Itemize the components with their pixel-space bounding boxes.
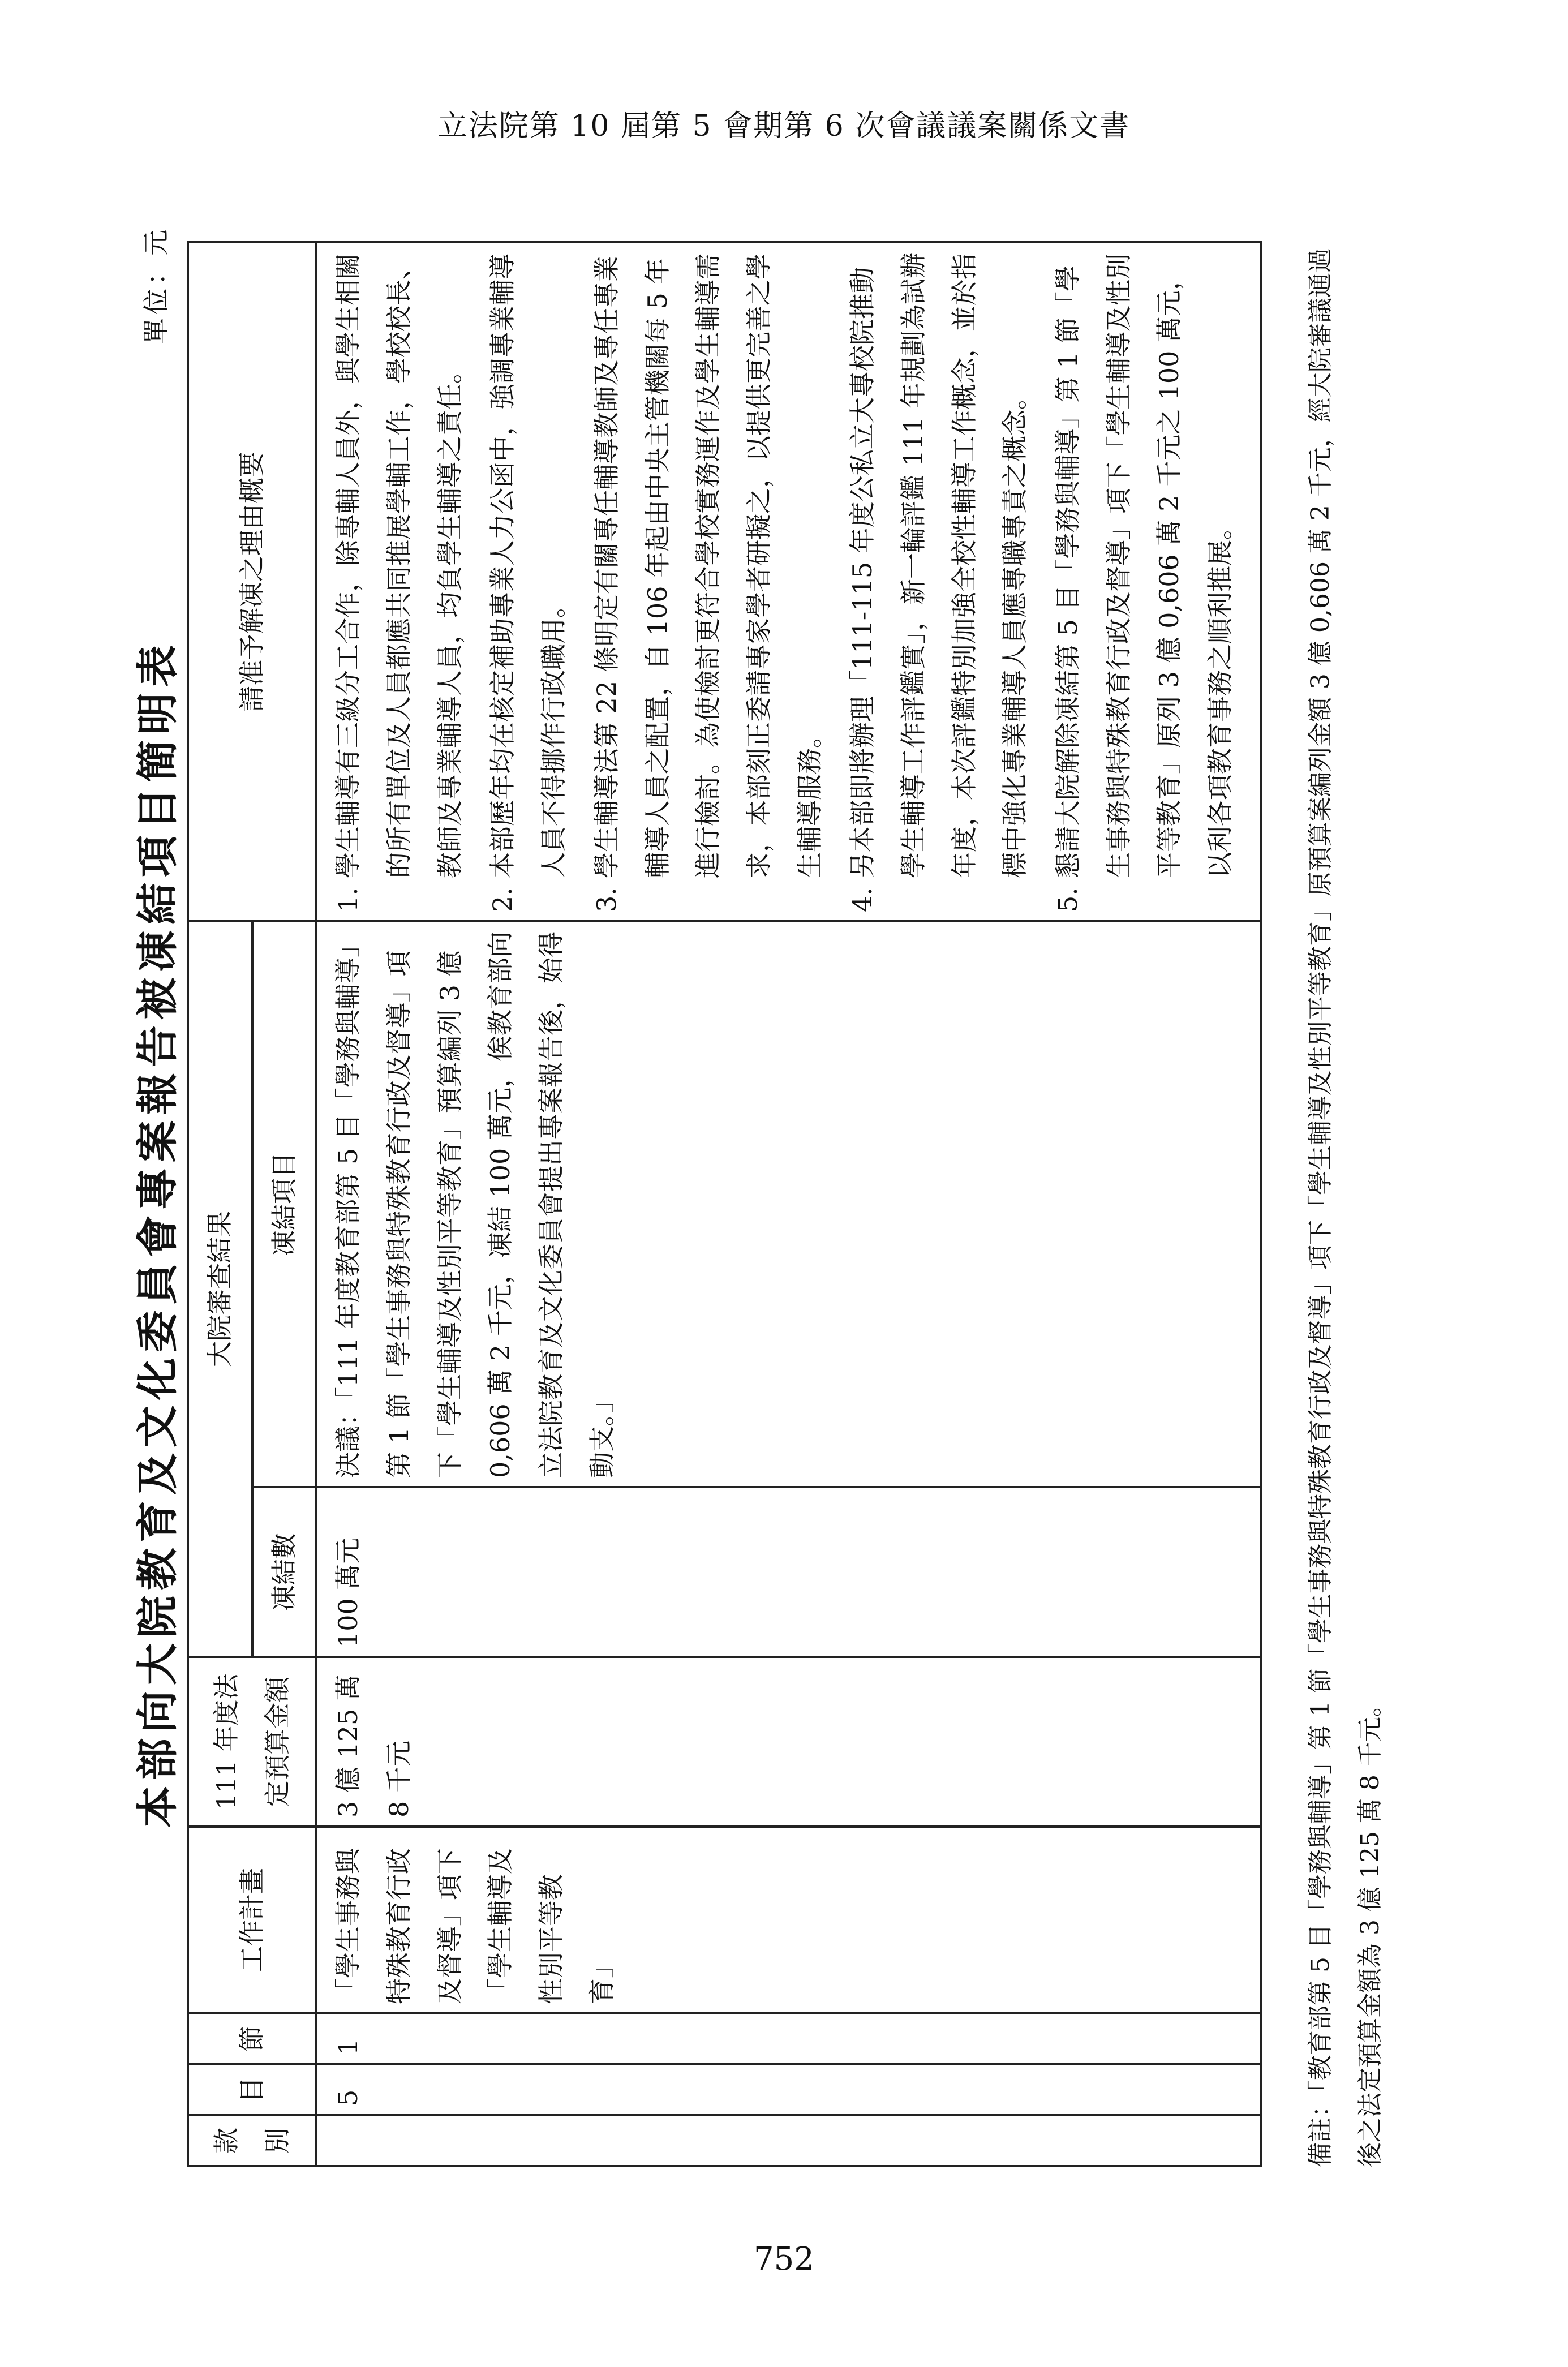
reason-number: 5. xyxy=(1053,887,1083,912)
reason-number: 3. xyxy=(591,887,622,912)
header-frozen-amount: 凍結數 xyxy=(252,1487,317,1657)
cell-reasons xyxy=(316,242,1261,921)
reason-item xyxy=(1043,251,1246,912)
page-number: 752 xyxy=(754,2241,814,2278)
reason-number: 1. xyxy=(333,887,364,912)
header-budget: 111 年度法定預算金額 xyxy=(188,1657,316,1827)
header-kuan: 款別 xyxy=(188,2115,316,2166)
footnote: 備註：「教育部第 5 目「學務與輔導」第 1 節「學生事務與特殊教育行政及督導」項下「學生輔導及性別平等教育」原預算案編列金額 3 億 0,606 萬 2 千元，經大院審議通過後之法定預算金額為 3 億 125 萬 8 千元。 xyxy=(1306,248,1385,2167)
reason-number: 2. xyxy=(487,887,518,912)
reason-item xyxy=(837,251,1041,912)
document-header: 立法院第 10 屆第 5 會期第 6 次會議議案關係文書 xyxy=(437,109,1131,143)
reason-text: 本部歷年均在核定補助專業人力公函中，強調專業輔導人員不得挪作行政職用。 xyxy=(487,254,569,878)
reason-text: 另本部即將辦理「111-115 年度公私立大專校院推動學生輔導工作評鑑實」，新一輪評鑑 111 年規劃為試辦年度，本次評鑑特別加強全校性輔導工作概念，並於指標中強化專業輔導人員應專職專責之概念。 xyxy=(847,252,1030,878)
table-row xyxy=(316,242,1261,2166)
header-reason: 請准予解凍之理由概要 xyxy=(188,242,316,921)
reason-item xyxy=(582,251,835,912)
reason-text: 學生輔導法第 22 條明定有關專任輔導教師及專任專業輔導人員之配置，自 106 年起由中央主管機關每 5 年進行檢討。為使檢討更符合學校實務運作及學生輔導需求，本部刻正委請專家學者研擬之，以提供更完善之學生輔導服務。 xyxy=(591,254,825,878)
cell-plan: 「學生事務與特殊教育行政及督導」項下「學生輔導及性別平等教育」 xyxy=(316,1827,1261,2013)
table-title: 本部向大院教育及文化委員會專案報告被凍結項目簡明表 xyxy=(134,639,182,1828)
cell-frozen-amount: 100 萬元 xyxy=(316,1487,1261,1657)
rotated-landscape-page xyxy=(102,215,1517,2252)
header-plan: 工作計畫 xyxy=(188,1827,316,2013)
reason-number: 4. xyxy=(847,887,878,912)
cell-jie: 1 xyxy=(316,2013,1261,2064)
header-jie: 節 xyxy=(188,2013,316,2064)
unit-label: 單位：元 xyxy=(141,226,171,344)
header-frozen-item: 凍結項目 xyxy=(252,921,317,1487)
cell-budget: 3 億 125 萬 8 千元 xyxy=(316,1657,1261,1827)
header-review: 大院審查結果 xyxy=(188,921,252,1657)
reason-text: 學生輔導有三級分工合作，除專輔人員外，與學生相關的所有單位及人員都應共同推展學輔工作，學校校長、教師及專業輔導人員，均負學生輔導之責任。 xyxy=(333,254,465,878)
frozen-items-table xyxy=(187,241,1262,2167)
cell-frozen-item: 決議：「111 年度教育部第 5 目「學務與輔導」第 1 節「學生事務與特殊教育行政及督導」項下「學生輔導及性別平等教育」預算編列 3 億 0,606 萬 2 千元，凍結 100 萬元，俟教育部向立法院教育及文化委員會提出專案報告後，始得動支。」 xyxy=(316,921,1261,1487)
cell-kuan xyxy=(316,2115,1261,2166)
reason-item xyxy=(323,251,475,912)
reason-text: 懇請大院解除凍結第 5 目「學務與輔導」第 1 節「學生事務與特殊教育行政及督導」項下「學生輔導及性別平等教育」原列 3 億 0,606 萬 2 千元之 100 萬元，以利各項教育事務之順利推展。 xyxy=(1053,254,1236,878)
reason-item xyxy=(478,251,579,912)
cell-mu: 5 xyxy=(316,2064,1261,2115)
header-mu: 目 xyxy=(188,2064,316,2115)
